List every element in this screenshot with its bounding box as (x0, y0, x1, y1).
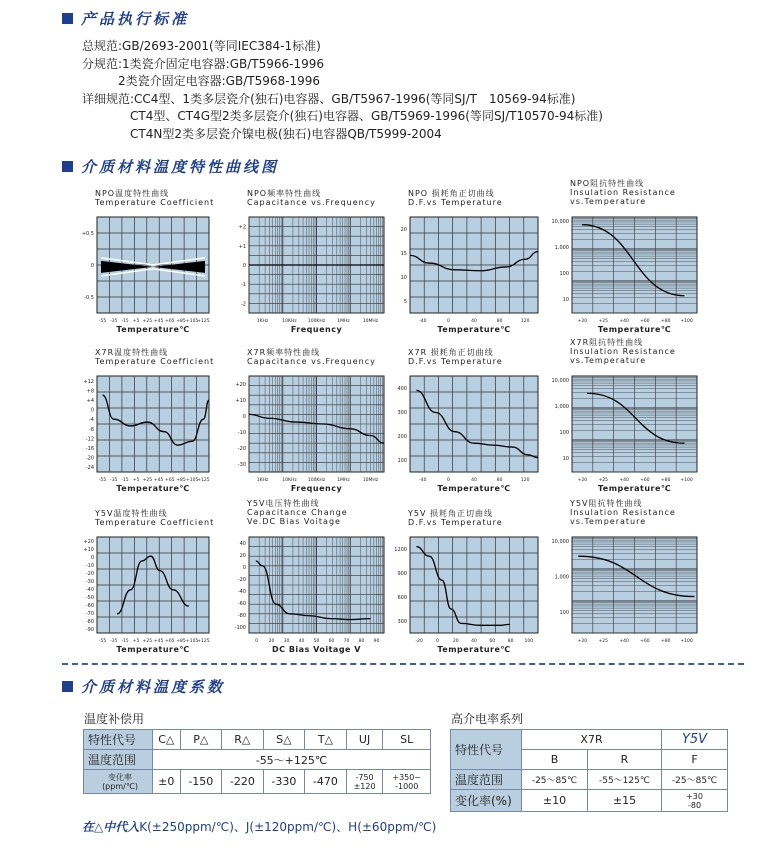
x-tick-label: 80 (496, 319, 503, 324)
chart-title-line: D.F.vs Temperature (408, 198, 503, 207)
y-tick-label: +4 (86, 398, 94, 404)
rate-cell (662, 790, 728, 812)
chart-title-line: NPO阻抗特性曲线 (570, 179, 645, 188)
chart-title-line: Temperature Coefficient (95, 357, 215, 366)
chart-plot (219, 372, 394, 492)
y-tick-label: -20 (85, 455, 94, 462)
x-tick-label: 80 (358, 639, 365, 644)
x-tick-label: +25 (142, 478, 153, 483)
chart-title-line: Y5V温度特性曲线 (95, 509, 168, 518)
x-tick-label: 20 (452, 639, 459, 644)
x-tick-label: +65 (165, 319, 175, 324)
y-tick-label: -10 (85, 563, 94, 569)
y-tick-label: 1200 (394, 547, 407, 553)
y-tick-label: -30 (85, 579, 94, 585)
y-tick-label: 10,000 (551, 539, 569, 545)
x-tick-label: 0 (435, 639, 439, 644)
x-tick-label: +85 (176, 319, 186, 324)
x-tick-label: 120 (520, 319, 530, 324)
chart-title-line: vs.Temperature (570, 197, 647, 206)
y-tick-label: -10 (237, 430, 246, 436)
x-tick-label: 10KHz (282, 478, 297, 483)
chart-title (408, 189, 503, 207)
standard-line: 2类瓷介固定电容器:GB/T5968-1996 (82, 74, 320, 88)
code-cell: S△ (263, 730, 305, 750)
y-tick-label: -40 (85, 587, 94, 593)
x7r-header: X7R (522, 730, 662, 750)
x-tick-label: +65 (165, 639, 175, 644)
row-label: 温度范围 (451, 770, 522, 790)
y-tick-label: -20 (237, 446, 246, 452)
y-tick-label: 0 (90, 263, 94, 269)
row-label (84, 770, 153, 794)
chart-plot (67, 213, 219, 333)
chart-x-label: Temperature℃ (116, 645, 190, 654)
chart-x-label: Frequency (290, 325, 343, 334)
rate-line: -80 (687, 800, 702, 810)
y-tick-label: +2 (238, 224, 246, 231)
y-tick-label: -80 (237, 613, 246, 619)
x-tick-label: -20 (415, 639, 423, 644)
square-bullet-icon (62, 161, 73, 172)
y-tick-label: 1,000 (554, 244, 569, 251)
x-tick-label: -35 (110, 319, 118, 324)
y-tick-label: 15 (400, 251, 407, 257)
chart-plot (542, 533, 707, 653)
x-tick-label: +65 (165, 478, 175, 483)
x-tick-label: -35 (110, 478, 118, 483)
y-tick-label: -20 (85, 571, 94, 577)
sub-code-cell: F (662, 750, 728, 770)
code-cell: UJ (346, 730, 383, 750)
y-tick-label: -20 (237, 577, 246, 583)
y-tick-label: -8 (89, 426, 94, 433)
chart-title-line: Insulation Resistance (570, 508, 676, 517)
x-tick-label: +25 (598, 478, 608, 483)
section-header-standards (62, 6, 189, 30)
x-tick-label: 100KHz (307, 478, 326, 483)
x-tick-label: +60 (640, 319, 650, 324)
x-tick-label: -55 (98, 478, 107, 483)
row-label: 特性代号 (451, 730, 522, 770)
x-tick-label: +25 (142, 639, 153, 644)
chart-x-label: Frequency (290, 484, 343, 493)
y-tick-label: +0.5 (81, 231, 94, 237)
y-tick-label: +1 (238, 243, 246, 250)
x-tick-label: +5 (132, 319, 140, 324)
chart-title (247, 348, 376, 366)
x-tick-label: +80 (661, 639, 671, 644)
x-tick-label: +125 (197, 319, 210, 324)
y-tick-label: 10 (562, 296, 569, 303)
chart-title-line: vs.Temperature (570, 517, 647, 526)
chart-x-label: Temperature℃ (116, 325, 190, 334)
chart-title-line: NPO温度特性曲线 (95, 189, 170, 198)
chart-title (570, 499, 676, 526)
chart-plot (542, 372, 707, 492)
chart-title-line: Ve.DC Bias Voitage (247, 517, 341, 526)
y-tick-label: 600 (397, 595, 407, 601)
y-tick-label: 10 (400, 275, 407, 281)
code-cell: T△ (305, 730, 347, 750)
y-tick-label: +20 (235, 382, 246, 388)
y-tick-label: +8 (86, 388, 94, 395)
section-title: 产品执行标准 (81, 9, 190, 28)
range-cell: -25～85℃ (522, 770, 588, 790)
x-tick-label: -15 (121, 478, 129, 483)
chart-title-line: Y5V阻抗特性曲线 (570, 499, 643, 508)
x-tick-label: +20 (577, 639, 588, 644)
y-tick-label: 0 (242, 565, 246, 571)
y-tick-label: 1,000 (554, 403, 569, 410)
chart-title-line: NPO 损耗角正切曲线 (408, 189, 495, 198)
chart-plot (219, 533, 394, 653)
x-tick-label: +105 (186, 319, 199, 324)
y-tick-label: 20 (400, 227, 407, 233)
rate-line: -750 (355, 772, 374, 782)
x-tick-label: +80 (661, 319, 671, 324)
y-tick-label: -1 (241, 282, 246, 289)
chart-x-label: Temperature℃ (437, 645, 511, 654)
x-tick-label: +60 (640, 639, 650, 644)
x-tick-label: +125 (197, 639, 210, 644)
rate-cell (383, 770, 431, 794)
x-tick-label: +40 (619, 478, 629, 483)
footnote (82, 818, 436, 835)
sub-code-cell: R (587, 750, 661, 770)
square-bullet-icon (62, 681, 73, 692)
chart-plot (380, 533, 548, 653)
x-tick-label: 40 (471, 639, 477, 644)
x-tick-label: +85 (176, 639, 186, 644)
x-tick-label: 0 (446, 478, 450, 483)
y-tick-label: -2 (241, 301, 246, 308)
chart-title (570, 179, 676, 206)
y-tick-label: -30 (237, 462, 246, 468)
x-tick-label: +100 (680, 478, 693, 483)
x-tick-label: 20 (268, 639, 275, 644)
row-label-line: 变化率 (108, 772, 132, 782)
y-tick-label: 0 (242, 263, 246, 269)
y-tick-label: +10 (235, 398, 246, 404)
chart-title-line: Y5V 损耗角正切曲线 (408, 509, 493, 518)
chart-title (408, 509, 503, 527)
y-tick-label: -12 (85, 436, 94, 443)
x-tick-label: 60 (328, 639, 335, 644)
x-tick-label: +20 (577, 319, 588, 324)
code-cell: R△ (222, 730, 264, 750)
chart-title-line: D.F.vs Temperature (408, 357, 503, 366)
chart-title (247, 189, 376, 207)
code-cell: P△ (180, 730, 222, 750)
y-tick-label: 0 (90, 555, 94, 561)
rate-line: ±120 (353, 781, 376, 791)
x-tick-label: +25 (598, 319, 608, 324)
chart-title-line: NPO频率特性曲线 (247, 189, 322, 198)
y-tick-label: -4 (89, 417, 94, 424)
chart-title (95, 348, 214, 366)
chart-title (95, 189, 214, 207)
chart-title-line: D.F.vs Temperature (408, 518, 503, 527)
chart-title (570, 338, 676, 365)
x-tick-label: +45 (153, 478, 164, 483)
x-tick-label: 10MHz (362, 319, 379, 324)
x-tick-label: -15 (121, 639, 129, 644)
row-label-line: (ppm/℃) (102, 781, 138, 791)
footnote-text: K(±250ppm/℃)、J(±120ppm/℃)、H(±60ppm/℃) (139, 820, 437, 834)
standard-line: CT4型、CT4G型2类多层瓷介(独石)电容器、GB/T5969-1996(等同SJ/T10570-94标准) (82, 109, 603, 123)
x-tick-label: +85 (176, 478, 186, 483)
y-tick-label: +12 (83, 378, 94, 385)
chart-plot (219, 213, 394, 333)
row-label: 变化率(%) (451, 790, 522, 812)
y-tick-label: 10,000 (551, 219, 569, 225)
x-tick-label: +25 (598, 639, 608, 644)
x-tick-label: 80 (496, 478, 503, 483)
x-tick-label: +20 (577, 478, 588, 483)
x-tick-label: 40 (471, 478, 477, 483)
high-k-table (450, 729, 728, 812)
x-tick-label: -15 (121, 319, 129, 324)
x-tick-label: 100 (524, 639, 534, 644)
section-title: 介质材料温度系数 (81, 677, 226, 696)
chart-title-line: Capacitance vs.Frequency (247, 357, 376, 366)
standard-line: 分规范:1类瓷介固定电容器:GB/T5966-1996 (82, 56, 325, 71)
chart-title-line: Temperature Coefficient (95, 198, 215, 207)
x-tick-label: +5 (132, 478, 140, 483)
x-tick-label: 1KHz (256, 478, 269, 483)
y-tick-label: -80 (85, 619, 94, 625)
y-tick-label: 200 (397, 434, 407, 440)
standard-line: 总规范:GB/2693-2001(等同IEC384-1标准) (82, 39, 321, 53)
rate-cell: ±15 (587, 790, 661, 812)
chart-title-line: Capacitance vs.Frequency (247, 198, 376, 207)
y-tick-label: -16 (85, 446, 94, 452)
y-tick-label: 0 (90, 407, 94, 414)
x-tick-label: 40 (298, 639, 305, 644)
chart-plot (67, 372, 219, 492)
x-tick-label: 80 (507, 639, 514, 644)
x-tick-label: 90 (373, 639, 380, 644)
y-tick-label: -60 (237, 601, 246, 607)
chart-plot (542, 213, 707, 333)
x-tick-label: 100KHz (307, 319, 326, 324)
rate-cell: ±10 (522, 790, 588, 812)
chart-title-line: Capacitance Change (247, 508, 348, 517)
y-tick-label: +20 (83, 539, 94, 545)
y-tick-label: -0.5 (84, 295, 94, 301)
x-tick-label: +5 (132, 639, 140, 644)
chart-x-label: DC Bias Voitage V (272, 645, 361, 654)
chart-x-label: Temperature℃ (597, 484, 672, 493)
rate-line: -1000 (395, 781, 419, 791)
table1-caption: 温度补偿用 (84, 712, 145, 726)
y-tick-label: 300 (397, 410, 407, 416)
y-tick-label: +10 (83, 547, 94, 553)
x-tick-label: +25 (142, 319, 153, 324)
y-tick-label: 10,000 (551, 378, 569, 384)
chart-title (95, 509, 214, 527)
x-tick-label: +100 (680, 639, 693, 644)
chart-x-label: Temperature℃ (437, 484, 511, 493)
rate-cell: ±0 (153, 770, 181, 794)
range-cell: -55～125℃ (587, 770, 661, 790)
row-label: 特性代号 (84, 730, 153, 750)
rate-cell: -470 (305, 770, 347, 794)
x-tick-label: 1MHz (337, 478, 350, 483)
y-tick-label: -50 (85, 595, 94, 601)
x-tick-label: 60 (489, 639, 496, 644)
x-tick-label: 1MHz (337, 319, 350, 324)
x-tick-label: +40 (619, 319, 629, 324)
x-tick-label: +45 (153, 319, 164, 324)
y-tick-label: -60 (85, 603, 94, 609)
chart-title-line: vs.Temperature (570, 356, 647, 365)
chart-x-label: Temperature℃ (437, 325, 511, 334)
y-tick-label: 100 (559, 429, 569, 436)
chart-title-line: Insulation Resistance (570, 188, 676, 197)
chart-x-label: Temperature℃ (597, 325, 672, 334)
x-tick-label: 10MHz (362, 478, 379, 483)
rate-line: +30 (686, 791, 703, 801)
standard-line: CT4N型2类多层瓷介镍电极(独石)电容器QB/T5999-2004 (82, 126, 442, 141)
square-bullet-icon (62, 13, 73, 24)
y-tick-label: -40 (237, 589, 246, 595)
x-tick-label: 70 (343, 639, 350, 644)
x-tick-label: 10KHz (282, 319, 297, 324)
dashed-divider (62, 663, 744, 665)
x-tick-label: +80 (661, 478, 671, 483)
y-tick-label: 900 (397, 571, 407, 577)
x-tick-label: 40 (471, 319, 477, 324)
x-tick-label: 1KHz (256, 319, 269, 324)
x-tick-label: +105 (186, 478, 199, 483)
x-tick-label: 30 (283, 639, 290, 644)
x-tick-label: +60 (640, 478, 650, 483)
chart-title-line: X7R阻抗特性曲线 (570, 338, 644, 347)
rate-line: +350~ (392, 772, 422, 782)
y-tick-label: 0 (242, 414, 246, 420)
y-tick-label: -24 (85, 465, 94, 472)
chart-title-line: Y5V电压特性曲线 (247, 499, 320, 508)
y-tick-label: 20 (239, 553, 246, 559)
rate-cell: -220 (222, 770, 264, 794)
y-tick-label: -100 (234, 625, 246, 631)
chart-title-line: X7R 损耗角正切曲线 (408, 348, 494, 357)
footnote-lead: 在△中代入 (82, 820, 140, 834)
chart-title-line: Insulation Resistance (570, 347, 676, 356)
rate-cell: -330 (263, 770, 305, 794)
x-tick-label: -40 (419, 478, 427, 483)
code-cell: C△ (153, 730, 181, 750)
rate-cell: -150 (180, 770, 222, 794)
y-tick-label: 400 (397, 386, 407, 392)
chart-plot (67, 533, 219, 653)
x-tick-label: +100 (680, 319, 693, 324)
y5v-header: Y5V (662, 730, 728, 750)
y-tick-label: 10 (562, 455, 569, 462)
chart-title-line: Temperature Coefficient (95, 518, 215, 527)
table2-caption: 高介电率系列 (451, 712, 524, 726)
section-header-curves (62, 154, 279, 178)
chart-title (408, 348, 503, 366)
x-tick-label: -55 (98, 639, 107, 644)
range-cell: -55～+125℃ (153, 750, 431, 770)
y-tick-label: 100 (559, 270, 569, 277)
section-header-coefficients (62, 674, 225, 698)
temperature-compensation-table (83, 729, 431, 794)
y-tick-label: 40 (239, 541, 246, 547)
x-tick-label: -55 (98, 319, 107, 324)
x-tick-label: 50 (313, 639, 320, 644)
sub-code-cell: B (522, 750, 588, 770)
y-tick-label: 1,000 (554, 574, 569, 581)
code-cell: SL (383, 730, 431, 750)
y-tick-label: 5 (403, 299, 407, 305)
y-tick-label: -70 (85, 611, 94, 617)
row-label: 温度范围 (84, 750, 153, 770)
x-tick-label: 120 (520, 478, 530, 483)
range-cell: -25～85℃ (662, 770, 728, 790)
x-tick-label: -35 (110, 639, 118, 644)
x-tick-label: +40 (619, 639, 629, 644)
chart-title-line: X7R频率特性曲线 (247, 348, 321, 357)
standards-list (82, 38, 603, 143)
x-tick-label: 0 (255, 639, 258, 644)
chart-plot (380, 372, 548, 492)
y-tick-label: 100 (559, 610, 569, 617)
section-title: 介质材料温度特性曲线图 (81, 157, 280, 176)
chart-title-line: X7R温度特性曲线 (95, 348, 169, 357)
x-tick-label: 0 (446, 319, 450, 324)
x-tick-label: -40 (419, 319, 427, 324)
x-tick-label: +125 (197, 478, 210, 483)
standard-line: 详细规范:CC4型、1类多层瓷介(独石)电容器、GB/T5967-1996(等同SJ/T 10569-94标准) (82, 91, 576, 106)
x-tick-label: +45 (153, 639, 164, 644)
chart-x-label: Temperature℃ (116, 484, 190, 493)
y-tick-label: -90 (85, 627, 94, 633)
chart-plot (380, 213, 548, 333)
chart-title (247, 499, 348, 526)
rate-cell (346, 770, 383, 794)
x-tick-label: +105 (186, 639, 199, 644)
y-tick-label: 100 (397, 458, 407, 464)
y-tick-label: 300 (397, 619, 407, 625)
